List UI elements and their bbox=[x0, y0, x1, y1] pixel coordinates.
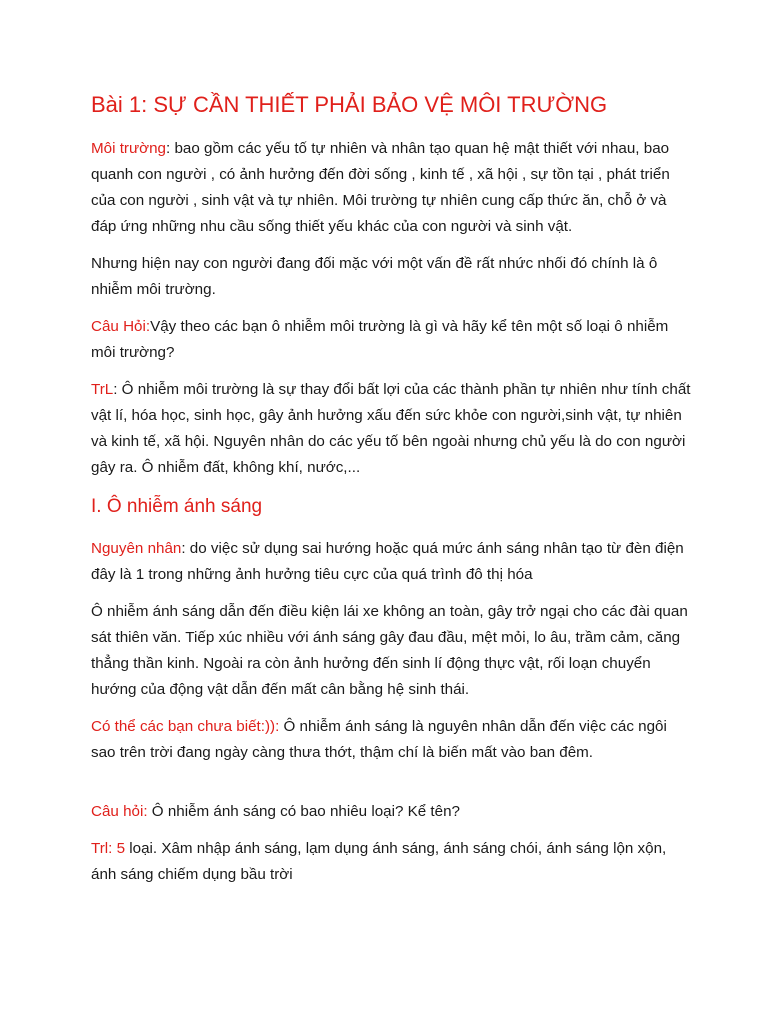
paragraph-cause bbox=[91, 536, 691, 588]
fun-fact-label: Có thể các bạn chưa biết:)): bbox=[91, 718, 280, 735]
paragraph-text: : do việc sử dụng sai hướng hoặc quá mức ánh sáng nhân tạo từ đèn điện đây là 1 trong những ảnh hưởng tiêu cực của quá trình đô thị hóa bbox=[91, 540, 684, 583]
document-title: Bài 1: SỰ CẦN THIẾT PHẢI BẢO VỆ MÔI TRƯỜNG bbox=[91, 92, 608, 117]
answer-label: Trl: 5 bbox=[91, 840, 126, 857]
answer-label: TrL bbox=[91, 381, 114, 398]
paragraph-text: Vậy theo các bạn ô nhiễm môi trường là gì và hãy kể tên một số loại ô nhiễm môi trường? bbox=[91, 318, 669, 361]
paragraph-question-2 bbox=[91, 799, 691, 825]
paragraph-text: Ô nhiễm ánh sáng có bao nhiêu loại? Kể tên? bbox=[147, 803, 460, 820]
term-label: Môi trường bbox=[91, 140, 166, 157]
paragraph-fun-fact bbox=[91, 714, 691, 766]
paragraph-text: Nhưng hiện nay con người đang đối mặc với một vấn đề rất nhức nhối đó chính là ô nhiễm môi trường. bbox=[91, 255, 658, 298]
paragraph-environment-definition bbox=[91, 136, 691, 240]
paragraph-text: Ô nhiễm ánh sáng dẫn đến điều kiện lái xe không an toàn, gây trở ngại cho các đài quan sát thiên văn. Tiếp xúc nhiều với ánh sáng gây đau đầu, mệt mỏi, lo âu, trầm cảm, căng thẳng thần kinh. Ngoài ra còn ảnh hưởng đến sinh lí động thực vật, rối loạn chuyển hướng của động vật dẫn đến mất cân bằng hệ sinh thái. bbox=[91, 603, 688, 698]
paragraph-answer-1 bbox=[91, 377, 691, 481]
paragraph-text: Ô nhiễm ánh sáng là nguyên nhân dẫn đến việc các ngôi sao trên trời đang ngày càng thưa thớt, thậm chí là biến mất vào ban đêm. bbox=[91, 718, 667, 761]
paragraph-answer-2 bbox=[91, 836, 691, 888]
paragraph-question-1 bbox=[91, 314, 691, 366]
paragraph-text: loại. Xâm nhập ánh sáng, lạm dụng ánh sáng, ánh sáng chói, ánh sáng lộn xộn, ánh sáng chiếm dụng bầu trời bbox=[91, 840, 667, 883]
question-label: Câu hỏi: bbox=[91, 803, 148, 820]
section-heading-light-pollution: I. Ô nhiễm ánh sáng bbox=[91, 496, 263, 517]
question-label: Câu Hỏi: bbox=[91, 318, 151, 335]
paragraph-effects bbox=[91, 599, 691, 703]
spacer bbox=[91, 777, 691, 799]
paragraph-text: : Ô nhiễm môi trường là sự thay đổi bất lợi của các thành phần tự nhiên như tính chất vật lí, hóa học, sinh học, gây ảnh hưởng xấu đến sức khỏe con người,sinh vật, tự nhiên và kinh tế, xã hội. Nguyên nhân do các yếu tố bên ngoài nhưng chủ yếu là do con người gây ra. Ô nhiễm đất, không khí, nước,... bbox=[91, 381, 691, 476]
paragraph-problem bbox=[91, 251, 691, 303]
paragraph-text: : bao gồm các yếu tố tự nhiên và nhân tạo quan hệ mật thiết với nhau, bao quanh con người , có ảnh hưởng đến đời sống , kinh tế , xã hội , sự tồn tại , phát triển của con người , sinh vật và tự nhiên. Môi trường tự nhiên cung cấp thức ăn, chỗ ở và đáp ứng những nhu cầu sống thiết yếu khác của con người và sinh vật. bbox=[91, 140, 670, 235]
cause-label: Nguyên nhân bbox=[91, 540, 182, 557]
document-page bbox=[91, 88, 691, 899]
